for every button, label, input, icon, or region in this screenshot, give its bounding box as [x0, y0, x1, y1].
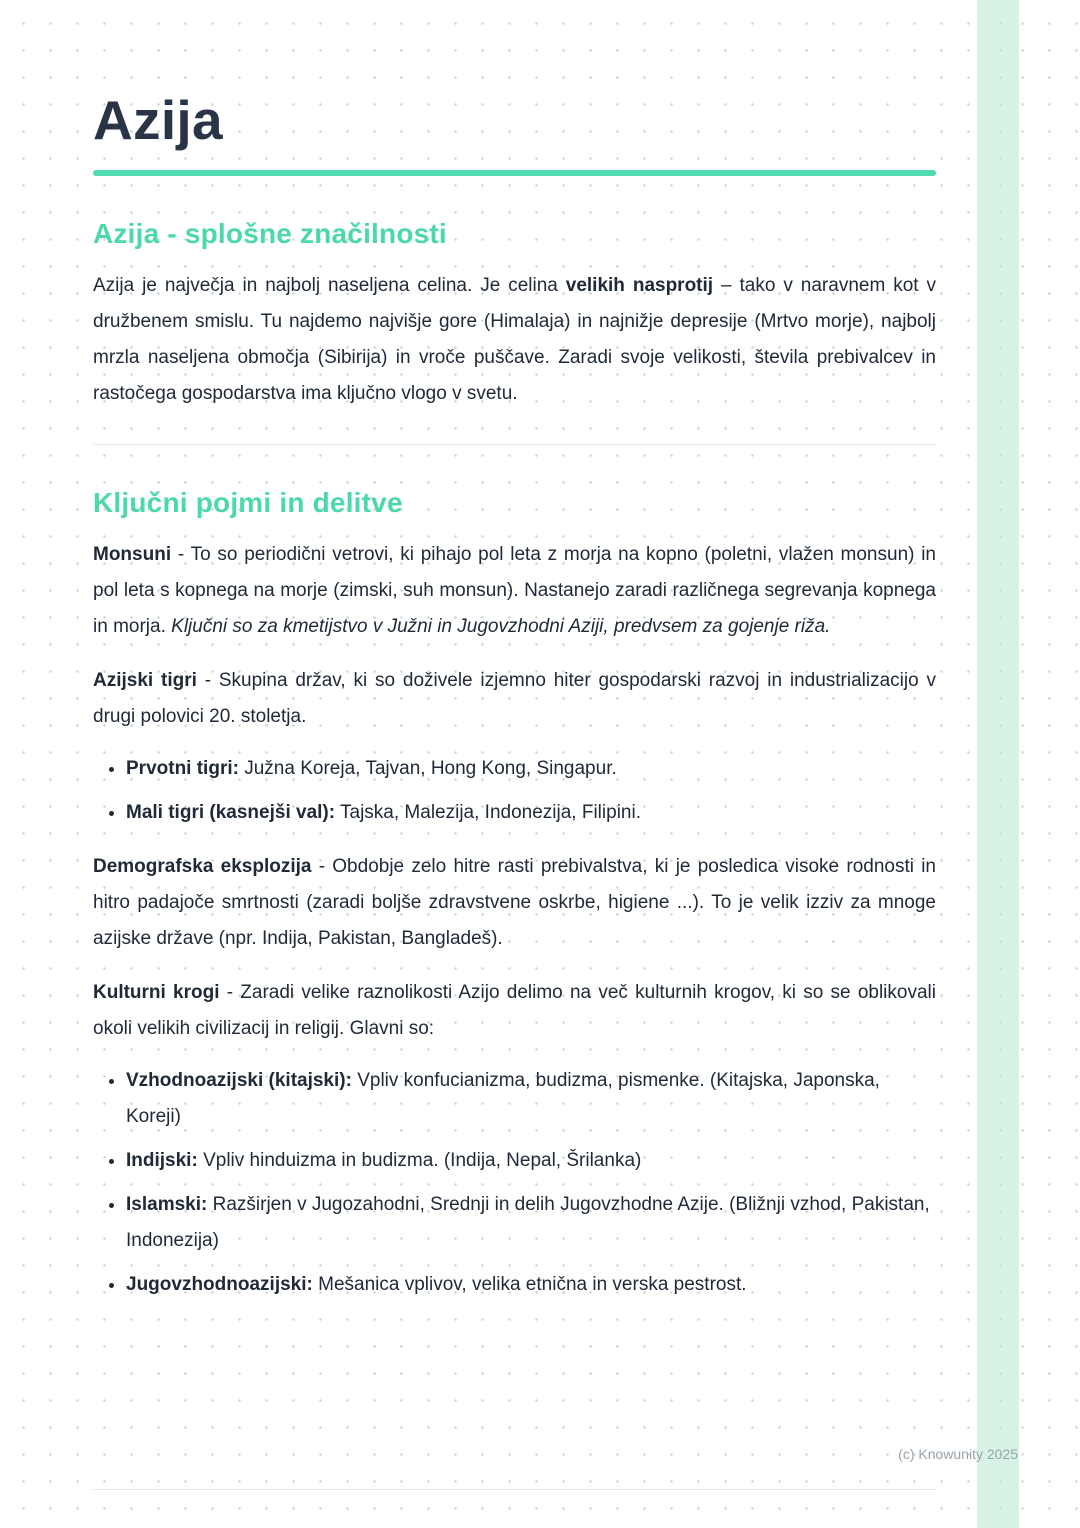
- paragraph: [93, 537, 936, 645]
- bottom-divider: [93, 1489, 936, 1490]
- text-segment: - Skupina držav, ki so doživele izjemno hiter gospodarski razvoj in industrializacijo v drugi polovici 20. stoletja.: [93, 670, 936, 727]
- text-segment: Indijski:: [126, 1150, 198, 1171]
- list-item: [126, 751, 936, 787]
- list-item: [126, 1267, 936, 1303]
- paragraph: [93, 975, 936, 1047]
- text-segment: Ključni so za kmetijstvo v Južni in Jugovzhodni Aziji, predvsem za gojenje riža.: [171, 616, 831, 637]
- text-segment: – tako v naravnem kot v družbenem smislu. Tu najdemo najvišje gore (Himalaja) in najnižje depresije (Mrtvo morje), najbolj mrzla naseljena območja (Sibirija) in vroče puščave. Zaradi svoje velikosti, števila prebivalcev in rastočega gospodarstva ima ključno vlogo v svetu.: [93, 275, 936, 404]
- side-accent-band: [977, 0, 1019, 1528]
- text-segment: Azijski tigri: [93, 670, 197, 691]
- list-item: [126, 795, 936, 831]
- paragraph: [93, 663, 936, 735]
- page-title: Azija: [93, 89, 223, 151]
- section-heading: Ključni pojmi in delitve: [93, 487, 403, 518]
- text-segment: Demografska eksplozija: [93, 856, 312, 877]
- list-item: [126, 1143, 936, 1179]
- text-segment: Mali tigri (kasnejši val):: [126, 802, 336, 823]
- text-segment: Prvotni tigri:: [126, 758, 239, 779]
- text-segment: Vpliv hinduizma in budizma. (Indija, Nepal, Šrilanka): [197, 1150, 642, 1171]
- text-segment: Azija je največja in najbolj naseljena celina. Je celina: [93, 275, 566, 296]
- text-segment: Kulturni krogi: [93, 982, 220, 1003]
- list-item: [126, 1187, 936, 1259]
- section-heading: Azija - splošne značilnosti: [93, 218, 447, 249]
- text-segment: Jugovzhodnoazijski:: [126, 1274, 313, 1295]
- text-segment: - Zaradi velike raznolikosti Azijo delimo na več kulturnih krogov, ki so se oblikovali okoli velikih civilizacij in religij. Glavni so:: [93, 982, 936, 1039]
- text-segment: Monsuni: [93, 544, 172, 565]
- footer-credit: (c) Knowunity 2025: [898, 1446, 1018, 1462]
- bullet-list: [93, 1063, 936, 1303]
- text-segment: Vzhodnoazijski (kitajski):: [126, 1070, 352, 1091]
- text-segment: Mešanica vplivov, velika etnična in verska pestrost.: [312, 1274, 747, 1295]
- text-segment: Islamski:: [126, 1194, 208, 1215]
- section-divider: [93, 444, 936, 445]
- page-content: [93, 0, 936, 1311]
- title-underline: [93, 170, 936, 176]
- text-segment: - Obdobje zelo hitre rasti prebivalstva, ki je posledica visoke rodnosti in hitro padajoče smrtnosti (zaradi boljše zdravstvene oskrbe, higiene ...). To je velik izziv za mnoge azijske države (npr. Indija, Pakistan, Bangladeš).: [93, 856, 936, 949]
- text-segment: Razširjen v Jugozahodni, Srednji in delih Jugovzhodne Azije. (Bližnji vzhod, Pakistan, Indonezija): [126, 1194, 930, 1251]
- paragraph: [93, 268, 936, 412]
- paragraph: [93, 849, 936, 957]
- text-segment: Južna Koreja, Tajvan, Hong Kong, Singapur.: [238, 758, 617, 779]
- text-segment: - To so periodični vetrovi, ki pihajo pol leta z morja na kopno (poletni, vlažen monsun) in pol leta s kopnega na morje (zimski, suh monsun). Nastanejo zaradi različnega segrevanja kopnega in morja.: [93, 544, 936, 637]
- text-segment: velikih nasprotij: [565, 275, 714, 296]
- document-body: [93, 218, 936, 1303]
- bullet-list: [93, 751, 936, 831]
- list-item: [126, 1063, 936, 1135]
- text-segment: Vpliv konfucianizma, budizma, pismenke. (Kitajska, Japonska, Koreji): [126, 1070, 880, 1127]
- text-segment: Tajska, Malezija, Indonezija, Filipini.: [335, 802, 641, 823]
